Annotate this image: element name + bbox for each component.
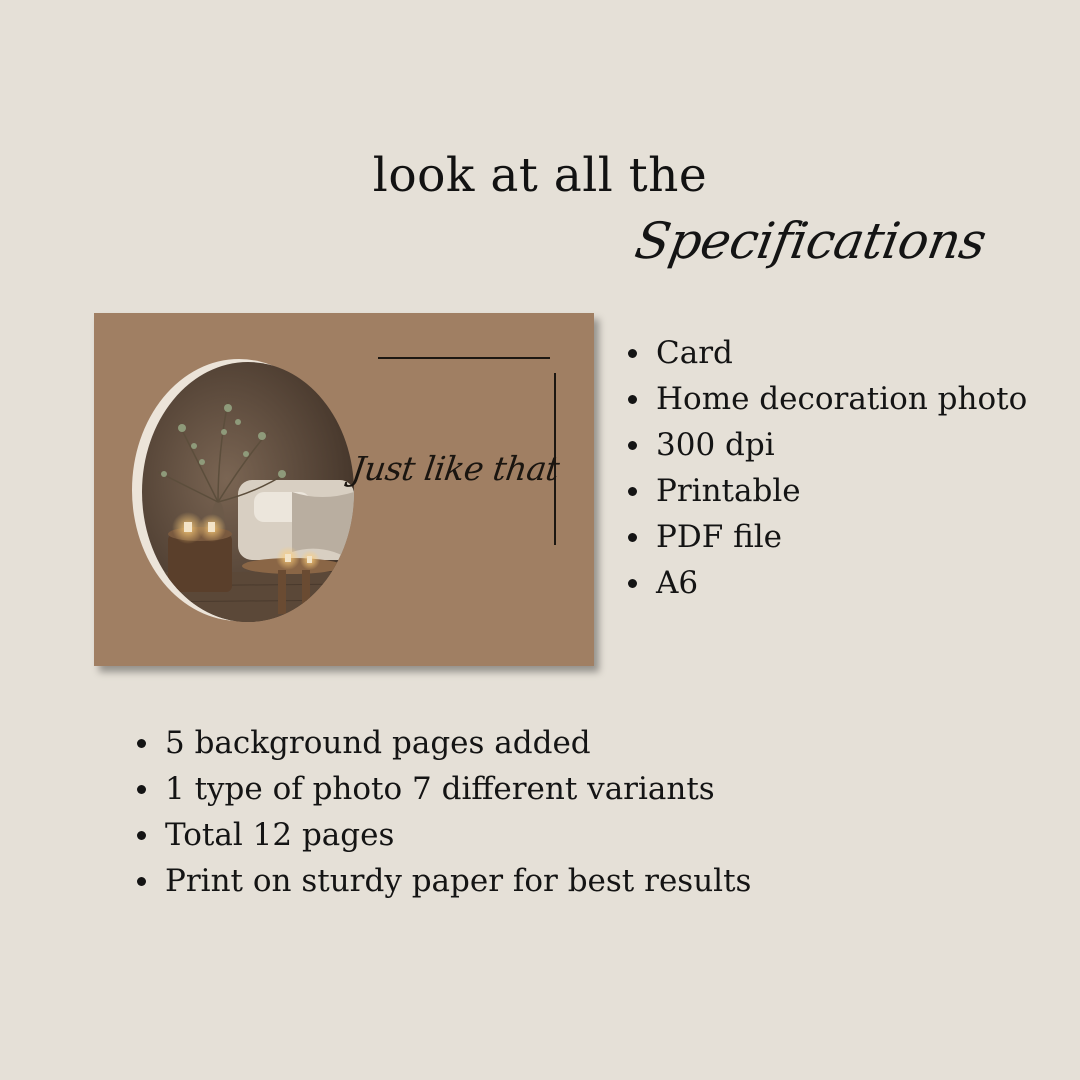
detail-item: 5 background pages added [134, 720, 1034, 766]
spec-item: Home decoration photo [626, 376, 1066, 422]
page-heading-script: Specifications [630, 212, 991, 270]
page-heading-line1: look at all the [372, 148, 708, 203]
card-script-text: Just like that [349, 449, 562, 488]
spec-list [626, 330, 1066, 606]
detail-item: Total 12 pages [134, 812, 1034, 858]
detail-item: Print on sturdy paper for best results [134, 858, 1034, 904]
spec-item: Printable [626, 468, 1066, 514]
spec-item: A6 [626, 560, 1066, 606]
spec-item: Card [626, 330, 1066, 376]
card-top-rule [378, 357, 550, 359]
card-mockup [94, 313, 594, 666]
spec-item: PDF file [626, 514, 1066, 560]
interior-photo [142, 362, 354, 622]
cozy-interior-photo-icon [142, 362, 354, 622]
details-list [134, 720, 1034, 904]
spec-item: 300 dpi [626, 422, 1066, 468]
detail-item: 1 type of photo 7 different variants [134, 766, 1034, 812]
